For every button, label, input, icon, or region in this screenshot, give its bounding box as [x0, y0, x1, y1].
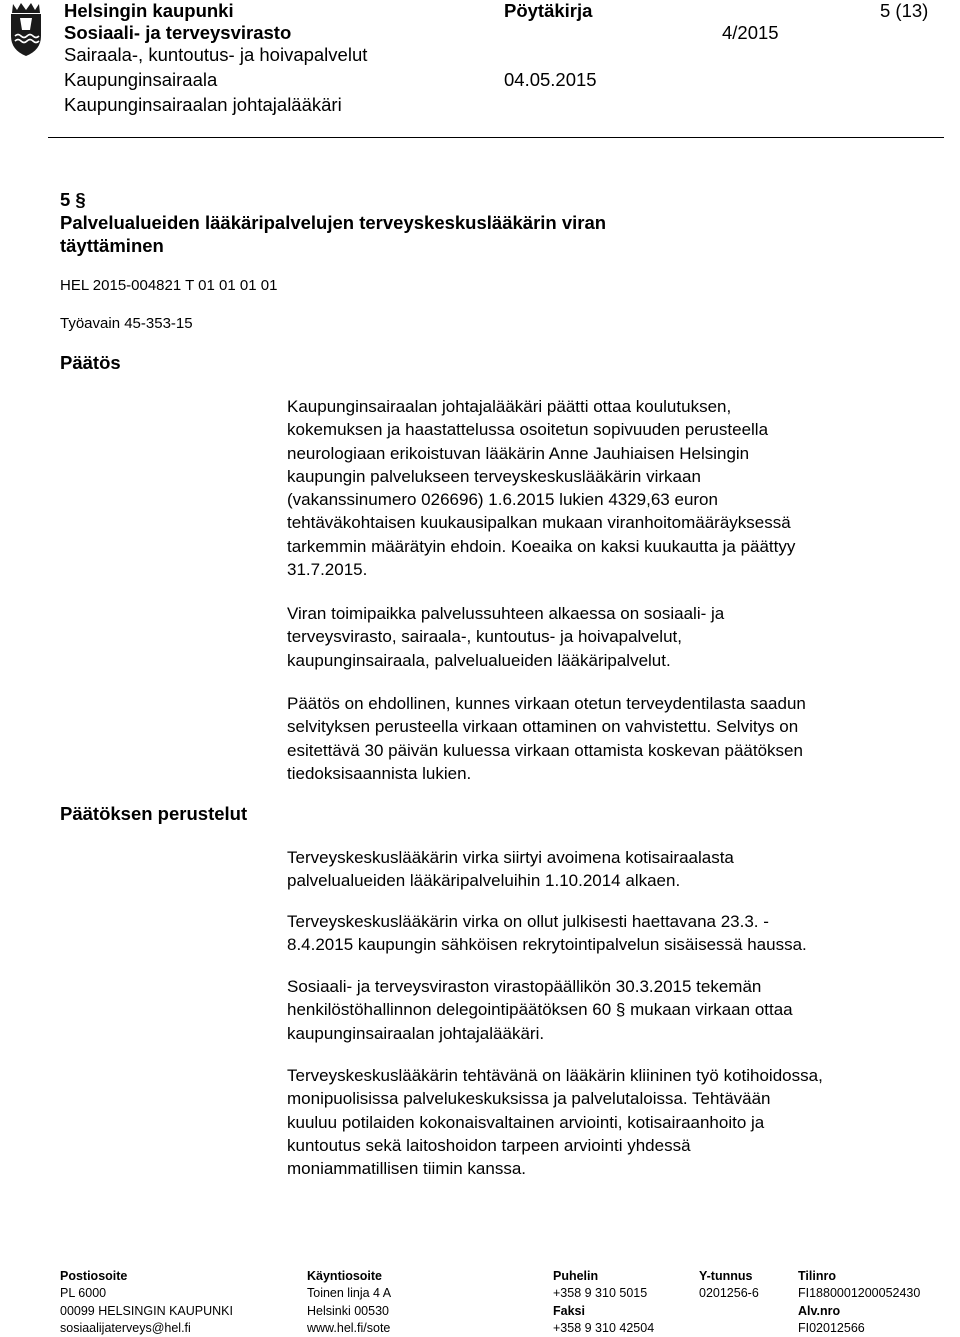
footer-phone	[553, 1268, 654, 1337]
grounds-paragraph-1	[287, 846, 947, 893]
workplace-paragraph	[287, 602, 947, 672]
work-key: Työavain 45-353-15	[60, 315, 193, 332]
text-line: henkilöstöhallinnon delegointipäätöksen 60 § mukaan virkaan ottaa	[287, 1000, 793, 1020]
footer-website-link[interactable]: www.hel.fi/sote	[307, 1320, 391, 1335]
text-line: monipuolisissa palvelukeskuksissa ja palvelutaloissa. Tehtävään	[287, 1089, 771, 1109]
text-line: tehtäväkohtaisen kuukausipalkan mukaan viranhoitomääräyksessä	[287, 513, 791, 533]
text-line: selvityksen perusteella virkaan ottaminen on vahvistettu. Selvitys on	[287, 717, 799, 737]
text-line: Sosiaali- ja terveysviraston virastopäällikön 30.3.2015 tekemän	[287, 977, 762, 996]
text-line: Terveyskeskuslääkärin virka siirtyi avoimena kotisairaalasta	[287, 848, 734, 867]
text-line: kaupunginsairaalan johtajalääkäri.	[287, 1023, 545, 1043]
grounds-heading: Päätöksen perustelut	[60, 803, 248, 824]
diary-reference: HEL 2015-004821 T 01 01 01 01	[60, 277, 278, 294]
footer-ytunnus-heading: Y-tunnus	[699, 1269, 753, 1283]
text-line: Kaupunginsairaalan johtajalääkäri päätti ottaa koulutuksen,	[287, 397, 732, 416]
footer-postal	[60, 1268, 233, 1337]
footer-fax-heading: Faksi	[553, 1303, 585, 1318]
text-line: neurologiaan erikoistuvan lääkärin Anne Jauhiaisen Helsingin	[287, 443, 750, 463]
grounds-paragraph-2	[287, 910, 947, 957]
footer-phone-number: +358 9 310 5015	[553, 1286, 648, 1301]
condition-paragraph	[287, 692, 947, 785]
text-line: 8.4.2015 kaupungin sähköisen rekrytointipalvelun sisäisessä haussa.	[287, 935, 807, 955]
header-doc-type: Pöytäkirja	[504, 0, 593, 21]
text-line: kokemuksen ja haastattelussa osoitetun sopivuuden perusteella	[287, 420, 769, 440]
header-page: 5 (13)	[880, 0, 929, 21]
section-number: 5 §	[60, 189, 86, 210]
header-subunit: Kaupunginsairaala	[64, 69, 218, 90]
decision-paragraph	[287, 395, 947, 581]
text-line: kaupunginsairaala, palvelualueiden lääkäripalvelut.	[287, 650, 671, 670]
footer-account-heading: Tilinro	[798, 1269, 836, 1283]
footer-visit-line: Toinen linja 4 A	[307, 1286, 392, 1301]
text-line: Terveyskeskuslääkärin virka on ollut julkisesti haettavana 23.3. -	[287, 912, 769, 931]
text-line: esitettävä 30 päivän kuluessa virkaan ottamista koskevan päätöksen	[287, 740, 803, 760]
footer-fax-number: +358 9 310 42504	[553, 1320, 655, 1335]
footer-account-value: FI1880001200052430	[798, 1286, 921, 1301]
text-line: tiedoksisaannista lukien.	[287, 763, 472, 783]
footer-visit-heading: Käyntiosoite	[307, 1269, 383, 1283]
grounds-paragraph-3	[287, 975, 947, 1045]
item-title-line: Palvelualueiden lääkäripalvelujen terveyskeskuslääkärin viran	[60, 212, 607, 233]
footer-postal-heading: Postiosoite	[60, 1269, 128, 1283]
footer-ytunnus-value: 0201256-6	[699, 1286, 759, 1301]
text-line: tarkemmin määrätyin ehdoin. Koeaika on kaksi kuukautta ja päättyy	[287, 536, 796, 556]
item-title-line: täyttäminen	[60, 235, 164, 256]
footer-email-link[interactable]: sosiaalijaterveys@hel.fi	[60, 1320, 191, 1335]
text-line: 31.7.2015.	[287, 560, 368, 580]
item-title-block	[60, 188, 760, 257]
header-divider	[48, 137, 944, 138]
footer-visit-line: Helsinki 00530	[307, 1303, 389, 1318]
text-line: terveysvirasto, sairaala-, kuntoutus- ja hoivapalvelut,	[287, 627, 682, 647]
footer-postal-line: PL 6000	[60, 1286, 107, 1301]
header-date: 04.05.2015	[504, 69, 597, 90]
text-line: kuntoutus sekä laitoshoidon tarpeen arviointi yhdessä	[287, 1135, 691, 1155]
text-line: Päätös on ehdollinen, kunnes virkaan otetun terveydentilasta saadun	[287, 694, 806, 713]
footer-phone-heading: Puhelin	[553, 1269, 599, 1283]
header-org: Helsingin kaupunki	[64, 0, 234, 21]
text-line: kuuluu potilaiden kokonaisvaltainen arviointi, kotisairaanhoito ja	[287, 1112, 765, 1132]
footer-vat-value: FI02012566	[798, 1320, 865, 1335]
helsinki-crest-logo	[3, 0, 49, 58]
footer-vat-heading: Alv.nro	[798, 1303, 841, 1318]
header-unit: Sairaala-, kuntoutus- ja hoivapalvelut	[64, 44, 368, 65]
text-line: Viran toimipaikka palvelussuhteen alkaessa on sosiaali- ja	[287, 604, 725, 623]
footer-postal-line: 00099 HELSINGIN KAUPUNKI	[60, 1303, 233, 1318]
text-line: (vakanssinumero 026696) 1.6.2015 lukien 4329,63 euron	[287, 490, 718, 510]
footer-visit	[307, 1268, 391, 1337]
grounds-paragraph-4	[287, 1064, 947, 1180]
header-dept: Sosiaali- ja terveysvirasto	[64, 22, 292, 43]
decision-heading: Päätös	[60, 352, 121, 373]
text-line: kaupungin palvelukseen terveyskeskuslääkärin virkaan	[287, 466, 701, 486]
footer-ytunnus	[699, 1268, 759, 1303]
text-line: palvelualueiden lääkäripalveluihin 1.10.2014 alkaen.	[287, 871, 681, 891]
text-line: Terveyskeskuslääkärin tehtävänä on lääkärin kliininen työ kotihoidossa,	[287, 1066, 823, 1085]
header-official: Kaupunginsairaalan johtajalääkäri	[64, 94, 342, 115]
header-number: 4/2015	[722, 22, 779, 43]
footer-account	[798, 1268, 920, 1337]
text-line: moniammatillisen tiimin kanssa.	[287, 1159, 527, 1179]
